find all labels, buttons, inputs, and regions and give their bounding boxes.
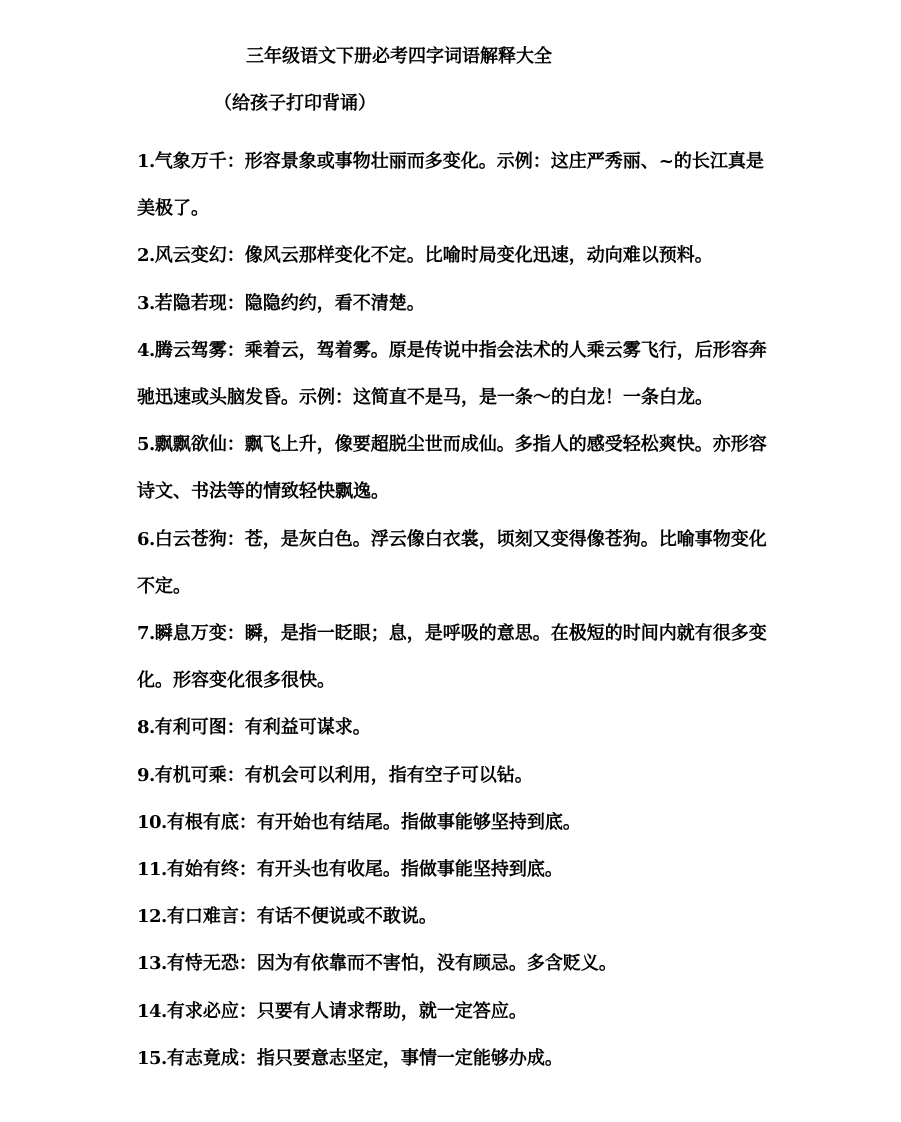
entry-text: 瞬息万变：瞬，是指一眨眼；息，是呼吸的意思。在极短的时间内就有很多变化。形容变化很多很快。: [137, 623, 767, 692]
entry-text: 有求必应：只要有人请求帮助，就一定答应。: [166, 1000, 527, 1022]
entry-text: 白云苍狗：苍，是灰白色。浮云像白衣裳，顷刻又变得像苍狗。比喻事物变化不定。: [137, 528, 767, 597]
idiom-entry: [137, 799, 777, 846]
entry-number: 6.: [137, 528, 155, 550]
entry-text: 有利可图：有利益可谋求。: [154, 717, 371, 739]
document-subtitle: （给孩子打印背诵）: [214, 93, 376, 114]
entry-number: 14.: [137, 1000, 167, 1022]
entry-number: 9.: [137, 764, 155, 786]
entry-number: 10.: [137, 811, 167, 833]
idiom-entry: [137, 940, 777, 987]
entry-number: 4.: [137, 339, 155, 361]
idiom-entry: [137, 704, 777, 751]
entry-text: 有志竟成：指只要意志坚定，事情一定能够办成。: [166, 1047, 563, 1069]
idiom-entry: [137, 610, 777, 704]
idiom-entry: [137, 280, 777, 327]
idiom-entry: [137, 846, 777, 893]
entry-number: 3.: [137, 292, 155, 314]
entry-number: 12.: [137, 906, 167, 928]
idiom-entry: [137, 1035, 777, 1082]
entry-text: 有口难言：有话不便说或不敢说。: [166, 906, 437, 928]
entry-text: 腾云驾雾：乘着云，驾着雾。原是传说中指会法术的人乘云雾飞行，后形容奔驰迅速或头脑发昏。示例：这简直不是马，是一条～的白龙！一条白龙。: [137, 339, 767, 409]
idiom-entry: [137, 516, 777, 610]
entry-number: 2.: [137, 245, 155, 267]
entry-number: 13.: [137, 953, 167, 975]
entry-text: 有机可乘：有机会可以利用，指有空子可以钻。: [154, 764, 533, 786]
idiom-entry: [137, 988, 777, 1035]
idiom-entry: [137, 421, 777, 515]
entry-number: 11.: [137, 859, 167, 881]
idiom-entry: [137, 138, 777, 232]
idiom-entry: [137, 327, 777, 421]
entry-text: 风云变幻：像风云那样变化不定。比喻时局变化迅速，动向难以预料。: [154, 245, 713, 267]
entry-text: 有始有终：有开头也有收尾。指做事能坚持到底。: [166, 859, 563, 881]
document-title: 三年级语文下册必考四字词语解释大全: [246, 46, 552, 67]
entry-number: 8.: [137, 717, 155, 739]
entry-text: 若隐若现：隐隐约约，看不清楚。: [154, 292, 425, 314]
entry-text: 气象万千：形容景象或事物壮丽而多变化。示例：这庄严秀丽、~的长江真是美极了。: [137, 151, 764, 220]
idiom-entry: [137, 893, 777, 940]
entry-text: 飘飘欲仙：飘飞上升，像要超脱尘世而成仙。多指人的感受轻松爽快。亦形容诗文、书法等的情致轻快飘逸。: [137, 434, 767, 503]
entry-number: 15.: [137, 1047, 167, 1069]
idiom-list: [137, 138, 777, 1082]
idiom-entry: [137, 752, 777, 799]
entry-number: 5.: [137, 434, 155, 456]
entry-number: 7.: [137, 623, 155, 645]
idiom-entry: [137, 232, 777, 279]
entry-number: 1.: [137, 151, 155, 172]
entry-text: 有根有底：有开始也有结尾。指做事能够坚持到底。: [166, 811, 581, 833]
entry-text: 有恃无恐：因为有依靠而不害怕，没有顾忌。多含贬义。: [166, 953, 617, 975]
